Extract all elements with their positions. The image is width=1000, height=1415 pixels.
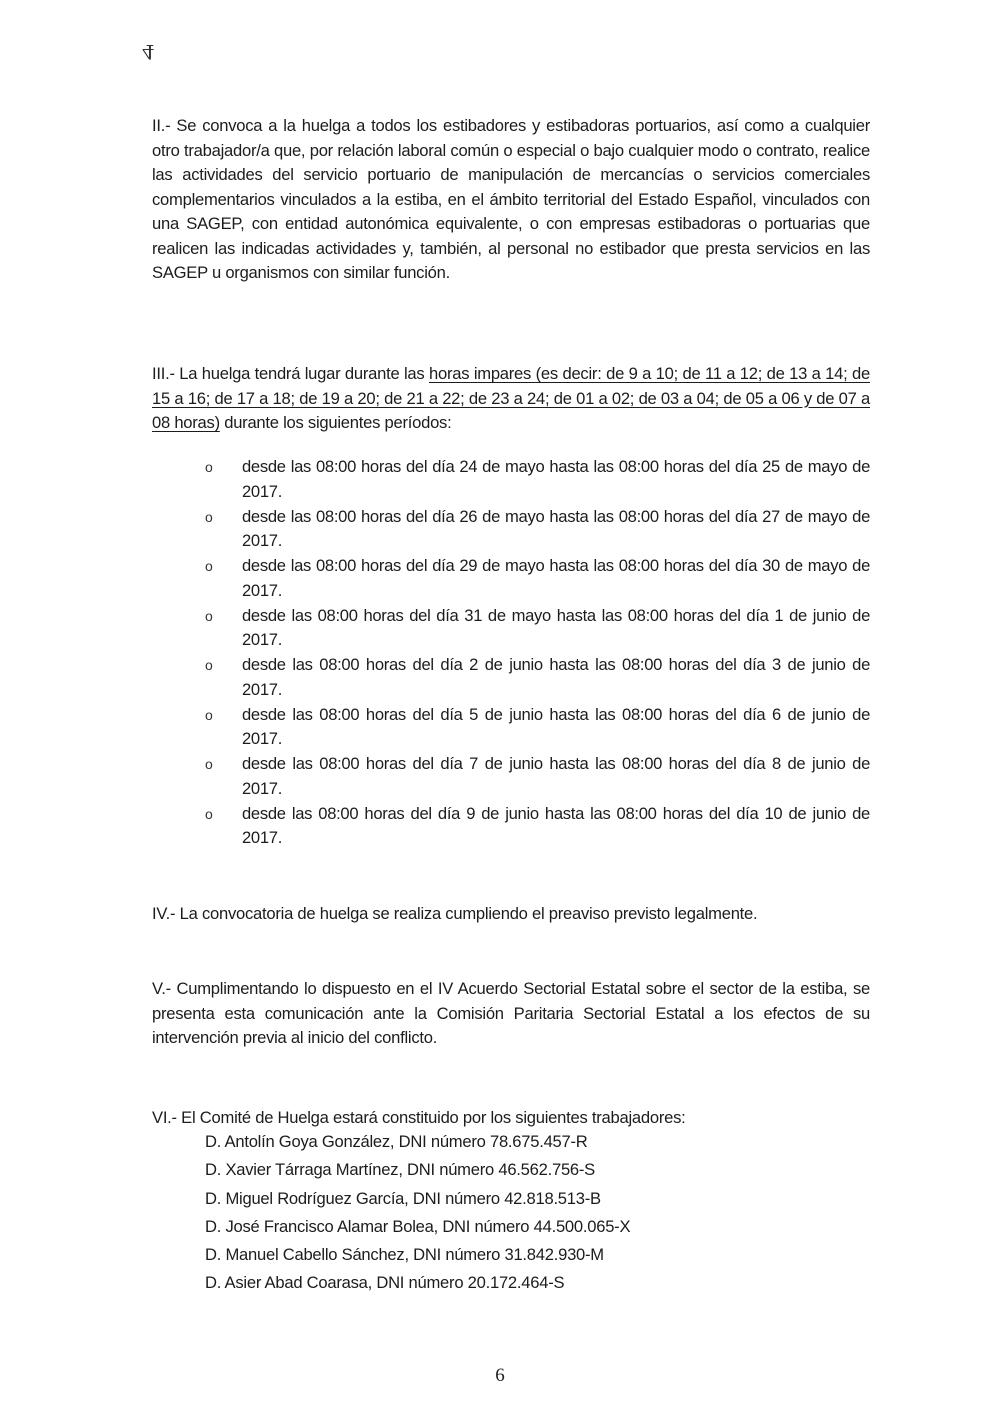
list-item bbox=[205, 752, 870, 801]
page-number: 6 bbox=[495, 1365, 505, 1386]
period-text: desde las 08:00 horas del día 7 de junio hasta las 08:00 horas del día 8 de junio de 2017. bbox=[242, 754, 870, 798]
list-item bbox=[205, 455, 870, 504]
list-item bbox=[205, 802, 870, 851]
section-vi-heading: VI.- El Comité de Huelga estará constituido por los siguientes trabajadores: bbox=[152, 1108, 686, 1127]
strike-periods-list bbox=[205, 455, 870, 851]
committee-member: D. Miguel Rodríguez García, DNI número 42.818.513-B bbox=[205, 1188, 601, 1208]
bullet-circle-icon: o bbox=[205, 805, 213, 822]
bullet-circle-icon: o bbox=[205, 756, 213, 772]
section-iii-odd-hours: horas impares (es decir: de 9 a 10; de 11 a 12; de 13 a 14; de 15 a 16; de 17 a 18; de 19 a 20; de 21 a 22; de 23 a 24; de 01 a 02; de 03 a 04; de 05 a 06 y de 07 a 08 horas) bbox=[152, 364, 870, 432]
bullet-circle-icon: o bbox=[205, 607, 213, 624]
section-iii-paragraph bbox=[152, 362, 870, 436]
handwritten-page-mark: 4 bbox=[142, 40, 155, 64]
section-v-paragraph: V.- Cumplimentando lo dispuesto en el IV Acuerdo Sectorial Estatal sobre el sector de la estiba, se presenta esta comunicación ante la Comisión Paritaria Sectorial Estatal a los efectos de su intervención previa al inicio del conflicto. bbox=[152, 979, 870, 1047]
period-text: desde las 08:00 horas del día 5 de junio hasta las 08:00 horas del día 6 de junio de 2017. bbox=[242, 704, 870, 748]
period-text: desde las 08:00 horas del día 24 de mayo hasta las 08:00 horas del día 25 de mayo de 2017. bbox=[242, 457, 870, 501]
committee-member: D. Manuel Cabello Sánchez, DNI número 31.842.930-M bbox=[205, 1245, 604, 1265]
period-text: desde las 08:00 horas del día 31 de mayo hasta las 08:00 horas del día 1 de junio de 2017. bbox=[242, 605, 870, 649]
bullet-circle-icon: o bbox=[205, 508, 213, 525]
bullet-circle-icon: o bbox=[205, 706, 213, 723]
committee-member: D. Xavier Tárraga Martínez, DNI número 46.562.756-S bbox=[205, 1160, 595, 1180]
period-text: desde las 08:00 horas del día 29 de mayo hasta las 08:00 horas del día 30 de mayo de 2017. bbox=[242, 556, 870, 600]
bullet-circle-icon: o bbox=[205, 558, 213, 574]
period-text: desde las 08:00 horas del día 9 de junio hasta las 08:00 horas del día 10 de junio de 2017. bbox=[242, 803, 870, 847]
period-text: desde las 08:00 horas del día 2 de junio hasta las 08:00 horas del día 3 de junio de 2017. bbox=[242, 655, 870, 699]
list-item bbox=[205, 604, 870, 653]
list-item bbox=[205, 505, 870, 554]
committee-member: D. Antolín Goya González, DNI número 78.675.457-R bbox=[205, 1132, 588, 1151]
bullet-circle-icon: o bbox=[205, 459, 213, 475]
bullet-circle-icon: o bbox=[205, 657, 213, 673]
committee-member: D. José Francisco Alamar Bolea, DNI número 44.500.065-X bbox=[205, 1216, 631, 1236]
section-iii-suffix: durante los siguientes períodos: bbox=[219, 413, 452, 432]
period-text: desde las 08:00 horas del día 26 de mayo hasta las 08:00 horas del día 27 de mayo de 2017. bbox=[242, 506, 870, 550]
section-ii-paragraph: II.- Se convoca a la huelga a todos los estibadores y estibadoras portuarios, así como a cualquier otro trabajador/a que, por relación laboral común o especial o bajo cualquier modo o contrato, realice las actividades del servicio portuario de manipulación de mercancías o servicios comerciales complementarios vinculados a la estiba, en el ámbito territorial del Estado Español, vinculados con una SAGEP, con entidad autonómica equivalente, o con empresas estibadoras o portuarias que realicen las indicadas actividades y, también, al personal no estibador que presta servicios en las SAGEP u organismos con similar función. bbox=[152, 116, 870, 282]
list-item bbox=[205, 703, 870, 752]
section-iii-prefix: III.- La huelga tendrá lugar durante las bbox=[152, 364, 430, 383]
list-item bbox=[205, 653, 870, 702]
committee-member: D. Asier Abad Coarasa, DNI número 20.172.464-S bbox=[205, 1273, 565, 1293]
strike-committee-list bbox=[205, 1128, 630, 1298]
list-item bbox=[205, 554, 870, 603]
section-iv-paragraph: IV.- La convocatoria de huelga se realiza cumpliendo el preaviso previsto legalmente. bbox=[152, 904, 758, 923]
